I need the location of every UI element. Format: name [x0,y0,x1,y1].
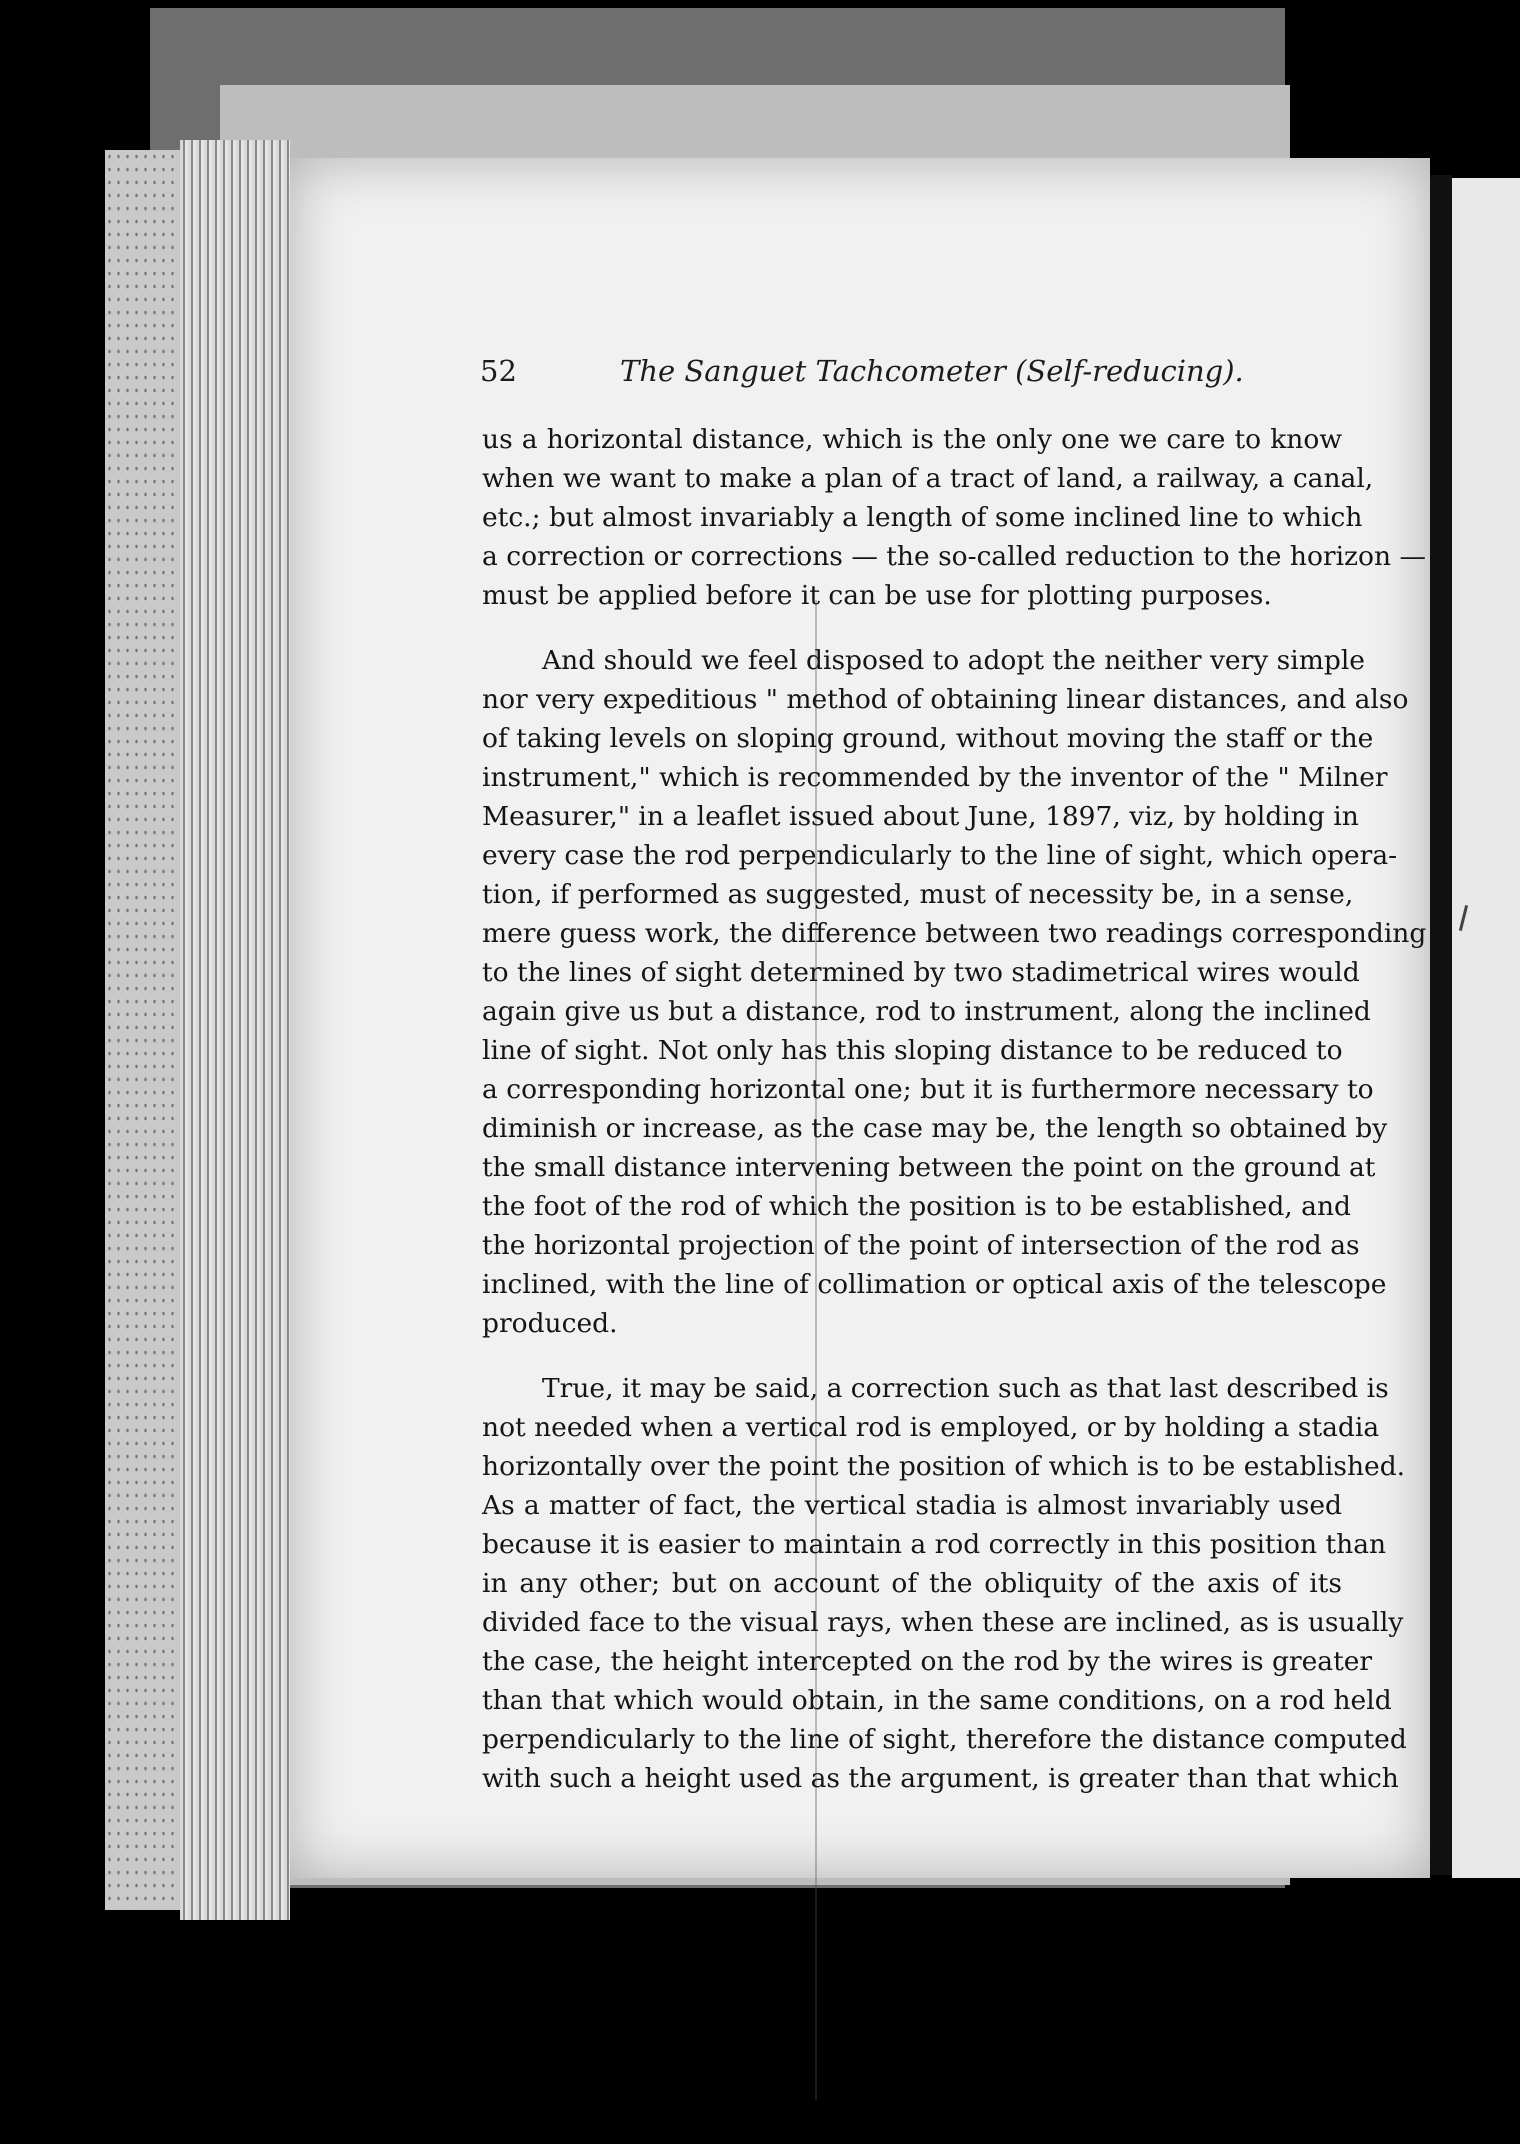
book-spine-shadow [1430,175,1452,1875]
text-line: produced. [482,1308,618,1339]
text-line: instrument," which is recommended by the inventor of the " Milner [482,762,1388,793]
text-line: tion, if performed as suggested, must of necessity be, in a sense, [482,879,1354,910]
text-line: the horizontal projection of the point of intersection of the rod as [482,1230,1360,1261]
paragraph-3 [482,1369,1407,1798]
text-line: when we want to make a plan of a tract of land, a railway, a canal, [482,463,1374,494]
text-line: the foot of the rod of which the position is to be established, and [482,1191,1351,1222]
running-title: The Sanguet Tachcometer (Self-reducing). [620,354,1244,388]
text-line: diminish or increase, as the case may be, the length so obtained by [482,1113,1388,1144]
text-line: mere guess work, the difference between two readings corresponding [482,918,1427,949]
body-text [482,420,1427,1798]
text-line: Measurer," in a leaflet issued about June, 1897, viz, by holding in [482,801,1359,832]
text-line: As a matter of fact, the vertical stadia is almost invariably used [482,1490,1342,1521]
right-page-leaf [1452,178,1520,1878]
paragraph-2 [482,641,1427,1343]
text-line: us a horizontal distance, which is the only one we care to know [482,424,1342,455]
text-line: perpendicularly to the line of sight, therefore the distance computed [482,1724,1407,1755]
page-number: 52 [480,354,517,388]
page-edges [180,140,290,1920]
text-line: nor very expeditious " method of obtaining linear distances, and also [482,684,1409,715]
text-line: every case the rod perpendicularly to the line of sight, which opera- [482,840,1398,871]
text-line: must be applied before it can be use for plotting purposes. [482,580,1272,611]
text-line: True, it may be said, a correction such as that last described is [542,1373,1389,1404]
text-line: And should we feel disposed to adopt the neither very simple [542,645,1365,676]
paragraph-1 [482,420,1426,615]
text-line: of taking levels on sloping ground, without moving the staff or the [482,723,1374,754]
text-line: again give us but a distance, rod to instrument, along the inclined [482,996,1371,1027]
text-line: a corresponding horizontal one; but it is furthermore necessary to [482,1074,1374,1105]
text-line: a correction or corrections — the so-called reduction to the horizon — [482,541,1426,572]
text-line: to the lines of sight determined by two stadimetrical wires would [482,957,1360,988]
text-line: than that which would obtain, in the same conditions, on a rod held [482,1685,1392,1716]
text-line: in any other; but on account of the obliquity of the axis of its [482,1568,1342,1599]
text-line: etc.; but almost invariably a length of some inclined line to which [482,502,1363,533]
text-line: the small distance intervening between the point on the ground at [482,1152,1376,1183]
text-line: divided face to the visual rays, when these are inclined, as is usually [482,1607,1404,1638]
text-line: because it is easier to maintain a rod correctly in this position than [482,1529,1387,1560]
text-line: not needed when a vertical rod is employed, or by holding a stadia [482,1412,1380,1443]
text-line: the case, the height intercepted on the rod by the wires is greater [482,1646,1373,1677]
text-line: with such a height used as the argument, is greater than that which [482,1763,1399,1794]
page-header [480,354,1244,394]
text-line: line of sight. Not only has this sloping distance to be reduced to [482,1035,1343,1066]
text-line: horizontally over the point the position of which is to be established. [482,1451,1406,1482]
text-line: inclined, with the line of collimation or optical axis of the telescope [482,1269,1387,1300]
